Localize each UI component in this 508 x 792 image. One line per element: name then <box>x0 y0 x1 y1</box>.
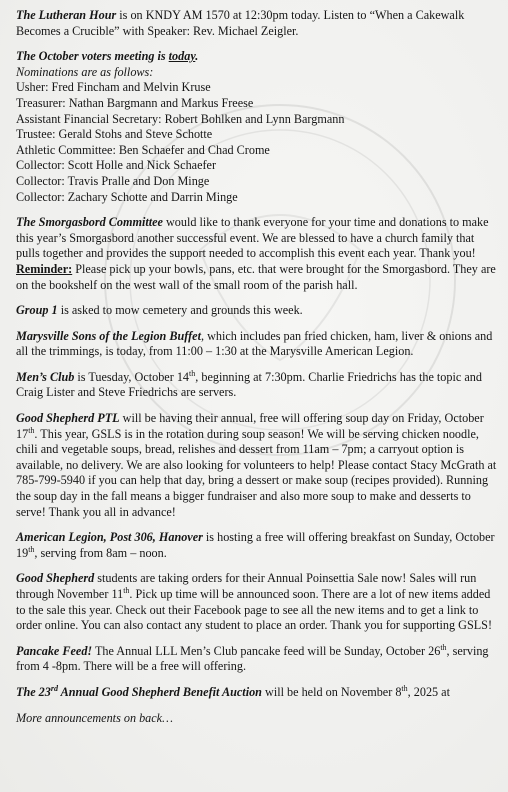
ptl-text-1: will be having their annual, free will offering soup day on Friday, October 17 <box>16 411 484 441</box>
nominations-intro: Nominations are as follows: <box>16 64 154 79</box>
group1-text: is asked to mow cemetery and grounds this week. <box>57 303 303 318</box>
auction-text-1: will be held on November 8 <box>261 684 402 699</box>
legion-buffet-announcement <box>16 329 498 360</box>
pancake-text-2: , serving from 4 -8pm. There will be a free will offering. <box>16 643 489 674</box>
poinsettia-title: Good Shepherd <box>16 571 95 586</box>
auction-title-sup: rd <box>50 683 58 693</box>
mens-club-title: Men’s Club <box>16 369 75 384</box>
voters-meeting-title-prefix: The October voters meeting is <box>16 49 169 64</box>
nomination-line: Collector: Travis Pralle and Don Minge <box>16 173 210 188</box>
smorgasbord-reminder-label: Reminder: <box>16 261 73 276</box>
auction-title-prefix: The 23 <box>16 684 51 699</box>
pancake-sup: th <box>440 642 447 652</box>
ptl-announcement <box>16 411 498 520</box>
legion-post-sup: th <box>28 544 35 554</box>
legion-post-title: American Legion, Post 306, Hanover <box>16 530 203 545</box>
group1-announcement <box>16 303 498 319</box>
nomination-line: Athletic Committee: Ben Schaefer and Chad Crome <box>16 142 270 157</box>
mens-club-text-2: , beginning at 7:30pm. Charlie Friedrichs has the topic and Craig Lister and Steve Friedrichs are servers. <box>16 369 482 400</box>
legion-buffet-title: Marysville Sons of the Legion Buffet <box>16 328 201 343</box>
lutheran-hour-announcement <box>16 8 498 39</box>
auction-text-2: , 2025 at <box>407 684 450 699</box>
nomination-line: Trustee: Gerald Stohs and Steve Schotte <box>16 127 213 142</box>
smorgasbord-text-2: Please pick up your bowls, pans, etc. that were brought for the Smorgasbord. They are on the bookshelf on the west wall of the small room of the parish hall. <box>16 261 496 292</box>
legion-buffet-text: , which includes pan fried chicken, ham, liver & onions and all the trimmings, is today, from 11:00 – 1:30 at the Marysville American Legion. <box>16 328 493 359</box>
ptl-title: Good Shepherd PTL <box>16 411 120 426</box>
mens-club-sup: th <box>189 368 196 378</box>
pancake-announcement <box>16 644 498 675</box>
poinsettia-text-1: students are taking orders for their Annual Poinsettia Sale now! Sales will run through November 11 <box>16 571 477 601</box>
nomination-line: Collector: Zachary Schotte and Darrin Minge <box>16 189 238 204</box>
voters-meeting-title-suffix: . <box>195 49 199 64</box>
more-announcements-note: More announcements on back… <box>16 710 173 725</box>
voters-meeting-announcement <box>16 49 498 205</box>
pancake-text-1: The Annual LLL Men’s Club pancake feed will be Sunday, October 26 <box>92 643 441 658</box>
poinsettia-sup: th <box>123 585 130 595</box>
ptl-sup: th <box>28 425 35 435</box>
smorgasbord-announcement <box>16 215 498 293</box>
nomination-line: Usher: Fred Fincham and Melvin Kruse <box>16 80 211 95</box>
auction-title-rest: Annual Good Shepherd Benefit Auction <box>58 684 262 699</box>
legion-post-text-2: , serving from 8am – noon. <box>34 545 167 560</box>
smorgasbord-text-1: would like to thank everyone for your time and donations to make this year’s Smorgasbord another successful event. We are blessed to have a church family that pulls together and provides the support needed to accomplish this event each year. Thank you! <box>16 215 489 261</box>
lutheran-hour-title: The Lutheran Hour <box>16 8 117 22</box>
voters-meeting-today: today <box>168 49 196 64</box>
smorgasbord-title: The Smorgasbord Committee <box>16 215 163 230</box>
pancake-title: Pancake Feed! <box>16 643 93 658</box>
nomination-line: Collector: Scott Holle and Nick Schaefer <box>16 158 217 173</box>
lutheran-hour-text: is on KNDY AM 1570 at 12:30pm today. Listen to “When a Cakewalk Becomes a Crucible” with Speaker: Rev. Michael Zeigler. <box>16 8 465 38</box>
nomination-line: Treasurer: Nathan Bargmann and Markus Freese <box>16 95 254 110</box>
auction-sup: th <box>401 683 408 693</box>
legion-post-announcement <box>16 530 498 561</box>
mens-club-text-1: is Tuesday, October 14 <box>74 369 190 384</box>
auction-announcement <box>16 685 498 701</box>
mens-club-announcement <box>16 370 498 401</box>
ptl-text-2: . This year, GSLS is in the rotation during soup season! We will be serving chicken noodle, chili and vegetable soups, bread, relishes and dessert from 11am – 7pm; a carryout option is available, no delivery. We are also looking for volunteers to help! Please contact Stacy McGrath at 785-799-5940 if you can help that day, bring a dessert or make soup (recipes provided). Running the soup day in the fall means a bigger fundraiser and also more soup to make and desserts to serve! Thank you all in advance! <box>16 426 497 519</box>
nomination-line: Assistant Financial Secretary: Robert Bohlken and Lynn Bargmann <box>16 111 345 126</box>
group1-title: Group 1 <box>16 303 58 318</box>
legion-post-text-1: is hosting a free will offering breakfast on Sunday, October 19 <box>16 530 495 560</box>
poinsettia-announcement <box>16 571 498 633</box>
poinsettia-text-2: . Pick up time will be announced soon. There are a lot of new items added to the sale this year. Check out their Facebook page to see all the new items and to get a link to order online. You can also contact any student to place an order. Thank you for supporting GSLS! <box>16 587 493 633</box>
